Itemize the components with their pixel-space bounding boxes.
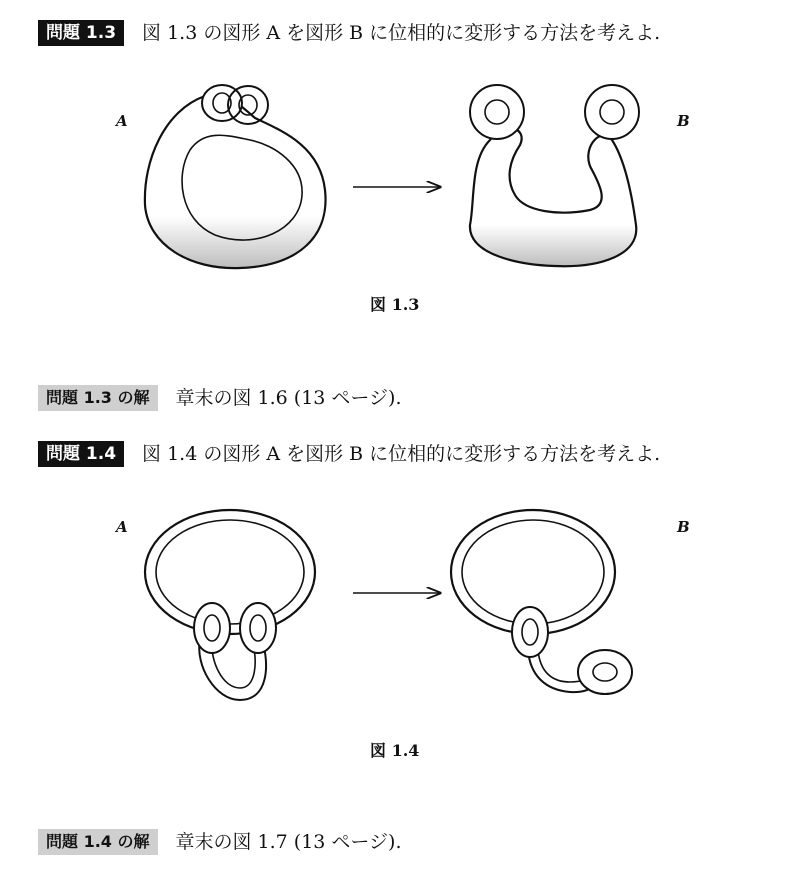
problem-statement: 図 1.4 の図形 A を図形 B に位相的に変形する方法を考えよ.	[142, 443, 661, 465]
figure-a-ring	[145, 510, 315, 700]
solution-text: 章末の図 1.6 (13 ページ).	[175, 387, 402, 409]
figure-caption: 図 1.3	[370, 295, 420, 314]
problem-label: 問題 1.3	[38, 20, 124, 46]
solution-label: 問題 1.3 の解	[38, 385, 158, 411]
solution-1-4	[38, 829, 402, 855]
solution-text: 章末の図 1.7 (13 ページ).	[175, 831, 402, 853]
problem-statement: 図 1.3 の図形 A を図形 B に位相的に変形する方法を考えよ.	[142, 22, 661, 44]
figure-label-b: B	[677, 518, 690, 536]
solution-label: 問題 1.4 の解	[38, 829, 158, 855]
figure-caption: 図 1.4	[370, 741, 420, 760]
problem-label: 問題 1.4	[38, 441, 124, 467]
figure-label-a: A	[116, 518, 128, 536]
figure-b-ring	[451, 510, 632, 694]
figure-label-b: B	[677, 112, 690, 130]
figure-label-a: A	[116, 112, 128, 130]
